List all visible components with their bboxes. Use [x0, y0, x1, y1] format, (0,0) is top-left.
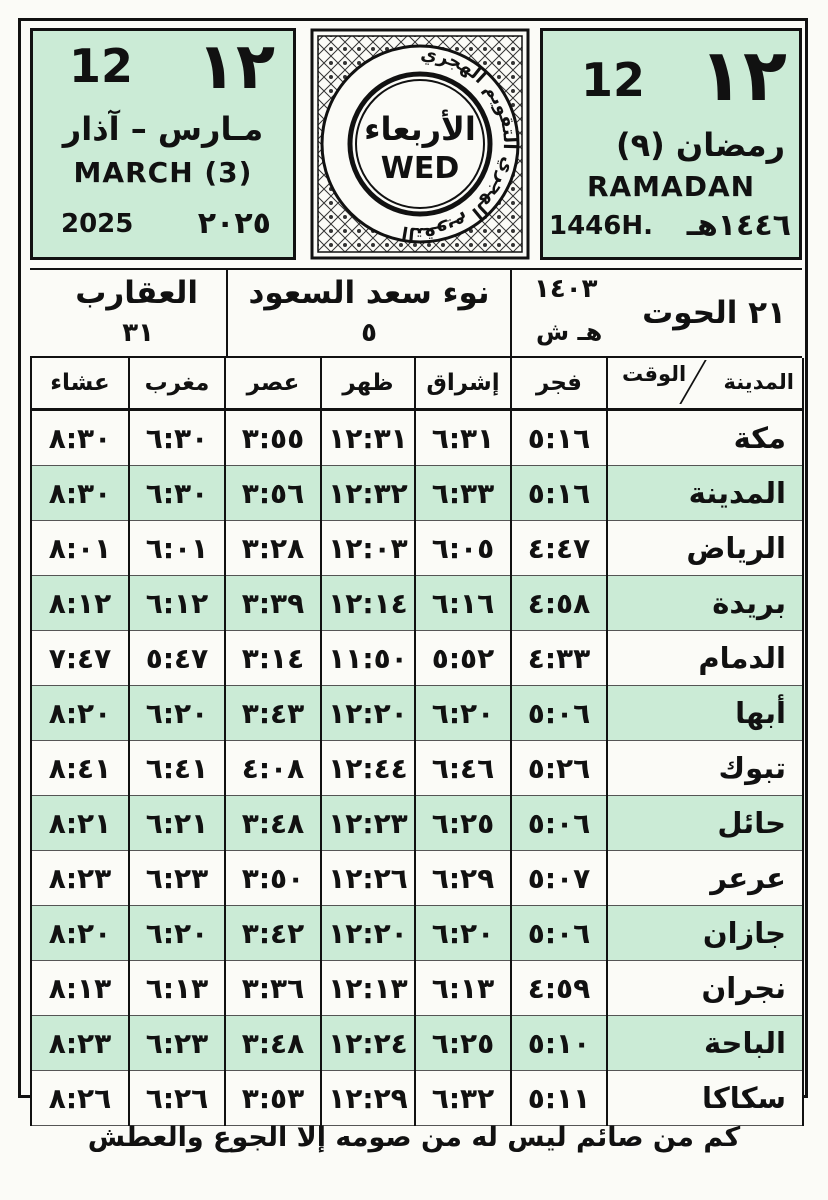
- hijri-date-box: [540, 28, 802, 260]
- fajr-time: ٥:٠٦: [511, 686, 607, 741]
- asr-time: ٣:١٤: [225, 631, 321, 686]
- header-isha: عشاء: [31, 358, 129, 410]
- solar-year-unit: هـ ش: [536, 318, 603, 346]
- city-name: مكة: [607, 410, 803, 466]
- zodiac-cell: [512, 270, 802, 356]
- shuruq-time: ٦:٠٥: [415, 521, 511, 576]
- city-name: نجران: [607, 961, 803, 1016]
- asr-time: ٣:٥٠: [225, 851, 321, 906]
- dhuhr-time: ١٢:١٣: [321, 961, 415, 1016]
- city-name: سكاكا: [607, 1071, 803, 1126]
- shuruq-time: ٦:٢٠: [415, 906, 511, 961]
- gregorian-year-ar: ٢٠٢٥: [197, 206, 271, 241]
- dhuhr-time: ١٢:٢٠: [321, 906, 415, 961]
- table-header-row: [31, 358, 803, 410]
- hijri-month-en: RAMADAN: [586, 170, 756, 203]
- fajr-time: ٥:٠٦: [511, 796, 607, 851]
- fajr-time: ٥:٠٦: [511, 906, 607, 961]
- seal-ring-text: التقويم الهجري التقويم الهجري: [400, 43, 520, 245]
- naw-name: نوء سعد السعود: [248, 275, 490, 311]
- isha-time: ٨:٣٠: [31, 410, 129, 466]
- maghrib-time: ٦:٤١: [129, 741, 225, 796]
- gregorian-day-ar: ١٢: [196, 30, 275, 104]
- fajr-time: ٤:٥٨: [511, 576, 607, 631]
- header-asr: عصر: [225, 358, 321, 410]
- isha-time: ٨:٤١: [31, 741, 129, 796]
- maghrib-time: ٦:٢٠: [129, 906, 225, 961]
- dhuhr-time: ١٢:١٤: [321, 576, 415, 631]
- header-dhuhr: ظهر: [321, 358, 415, 410]
- shuruq-time: ٦:٣٣: [415, 466, 511, 521]
- asr-time: ٣:٣٦: [225, 961, 321, 1016]
- shuruq-time: ٥:٥٢: [415, 631, 511, 686]
- shuruq-time: ٦:٤٦: [415, 741, 511, 796]
- header-shuruq: إشراق: [415, 358, 511, 410]
- hijri-year-ar: ١٤٤٦هـ: [686, 208, 791, 243]
- astronomical-info-strip: [30, 268, 802, 358]
- star-number: ٣١: [122, 318, 154, 348]
- table-row: [31, 1071, 803, 1126]
- dhuhr-time: ١٢:٢٣: [321, 796, 415, 851]
- shuruq-time: ٦:١٦: [415, 576, 511, 631]
- dhuhr-time: ١١:٥٠: [321, 631, 415, 686]
- dhuhr-time: ١٢:٣٢: [321, 466, 415, 521]
- city-name: حائل: [607, 796, 803, 851]
- maghrib-time: ٥:٤٧: [129, 631, 225, 686]
- table-row: [31, 466, 803, 521]
- corner-header: [607, 358, 803, 410]
- isha-time: ٨:٢٠: [31, 686, 129, 741]
- city-name: جازان: [607, 906, 803, 961]
- dhuhr-time: ١٢:٢٦: [321, 851, 415, 906]
- prayer-times-table: [30, 358, 804, 1126]
- asr-time: ٣:٤٨: [225, 1016, 321, 1071]
- maghrib-time: ٦:١٣: [129, 961, 225, 1016]
- gregorian-year-en: 2025: [61, 209, 134, 239]
- seal-day-ar: الأربعاء: [364, 110, 476, 148]
- star-cell: [30, 270, 226, 356]
- fajr-time: ٥:١٦: [511, 466, 607, 521]
- shuruq-time: ٦:٣٢: [415, 1071, 511, 1126]
- solar-year: ١٤٠٣: [534, 274, 598, 304]
- shuruq-time: ٦:٢٠: [415, 686, 511, 741]
- maghrib-time: ٦:٢٣: [129, 851, 225, 906]
- star-name: العقارب: [75, 275, 198, 311]
- table-row: [31, 631, 803, 686]
- shuruq-time: ٦:١٣: [415, 961, 511, 1016]
- isha-time: ٨:٢٣: [31, 1016, 129, 1071]
- shuruq-time: ٦:٣١: [415, 410, 511, 466]
- gregorian-month-en: MARCH (3): [73, 156, 253, 189]
- maghrib-time: ٦:٢١: [129, 796, 225, 851]
- city-name: الباحة: [607, 1016, 803, 1071]
- dhuhr-time: ١٢:٤٤: [321, 741, 415, 796]
- asr-time: ٣:٤٢: [225, 906, 321, 961]
- isha-time: ٨:٣٠: [31, 466, 129, 521]
- asr-time: ٣:٤٣: [225, 686, 321, 741]
- maghrib-time: ٦:١٢: [129, 576, 225, 631]
- header-maghrib: مغرب: [129, 358, 225, 410]
- fajr-time: ٥:١١: [511, 1071, 607, 1126]
- isha-time: ٧:٤٧: [31, 631, 129, 686]
- header-fajr: فجر: [511, 358, 607, 410]
- table-row: [31, 686, 803, 741]
- fajr-time: ٥:٠٧: [511, 851, 607, 906]
- maghrib-time: ٦:٣٠: [129, 466, 225, 521]
- naw-number: ٥: [361, 318, 377, 348]
- gregorian-date-box: [30, 28, 296, 260]
- isha-time: ٨:٢١: [31, 796, 129, 851]
- dhuhr-time: ١٢:٢٠: [321, 686, 415, 741]
- seal-day-en: WED: [380, 151, 460, 186]
- weekday-seal: [310, 28, 530, 260]
- dhuhr-time: ١٢:٢٤: [321, 1016, 415, 1071]
- table-row: [31, 410, 803, 466]
- zodiac-date: ٢١ الحوت: [642, 295, 786, 331]
- shuruq-time: ٦:٢٩: [415, 851, 511, 906]
- fajr-time: ٤:٥٩: [511, 961, 607, 1016]
- city-name: تبوك: [607, 741, 803, 796]
- hijri-month-ar: رمضان (٩): [615, 126, 785, 164]
- gregorian-day-en: 12: [69, 39, 134, 93]
- isha-time: ٨:١٣: [31, 961, 129, 1016]
- fajr-time: ٥:٢٦: [511, 741, 607, 796]
- naw-cell: [228, 270, 510, 356]
- table-row: [31, 796, 803, 851]
- city-name: عرعر: [607, 851, 803, 906]
- city-name: المدينة: [607, 466, 803, 521]
- maghrib-time: ٦:٢٣: [129, 1016, 225, 1071]
- hijri-day-en: 12: [581, 53, 646, 107]
- hijri-day-ar: ١٢: [699, 33, 787, 117]
- maghrib-time: ٦:٢٠: [129, 686, 225, 741]
- asr-time: ٣:٤٨: [225, 796, 321, 851]
- asr-time: ٣:٥٥: [225, 410, 321, 466]
- gregorian-month-ar: مـارس – آذار: [62, 110, 264, 148]
- table-row: [31, 521, 803, 576]
- table-row: [31, 576, 803, 631]
- corner-slash: [679, 360, 728, 404]
- fajr-time: ٥:١٠: [511, 1016, 607, 1071]
- shuruq-time: ٦:٢٥: [415, 1016, 511, 1071]
- corner-time-label: الوقت: [622, 362, 687, 386]
- shuruq-time: ٦:٢٥: [415, 796, 511, 851]
- city-name: بريدة: [607, 576, 803, 631]
- table-row: [31, 906, 803, 961]
- city-name: الرياض: [607, 521, 803, 576]
- corner-city-label: المدينة: [723, 370, 794, 394]
- asr-time: ٣:٢٨: [225, 521, 321, 576]
- city-name: الدمام: [607, 631, 803, 686]
- dhuhr-time: ١٢:٣١: [321, 410, 415, 466]
- isha-time: ٨:٠١: [31, 521, 129, 576]
- isha-time: ٨:١٢: [31, 576, 129, 631]
- isha-time: ٨:٢٠: [31, 906, 129, 961]
- seal-emblem: [310, 28, 530, 260]
- asr-time: ٣:٣٩: [225, 576, 321, 631]
- isha-time: ٨:٢٣: [31, 851, 129, 906]
- hijri-year-en: 1446H.: [549, 211, 653, 241]
- dhuhr-time: ١٢:٢٩: [321, 1071, 415, 1126]
- dhuhr-time: ١٢:٠٣: [321, 521, 415, 576]
- fajr-time: ٥:١٦: [511, 410, 607, 466]
- asr-time: ٤:٠٨: [225, 741, 321, 796]
- asr-time: ٣:٥٣: [225, 1071, 321, 1126]
- footer-quote: كم من صائم ليس له من صومه إلا الجوع والعطش: [87, 1122, 741, 1153]
- fajr-time: ٤:٣٣: [511, 631, 607, 686]
- table-row: [31, 741, 803, 796]
- maghrib-time: ٦:٣٠: [129, 410, 225, 466]
- fajr-time: ٤:٤٧: [511, 521, 607, 576]
- table-row: [31, 961, 803, 1016]
- city-name: أبها: [607, 686, 803, 741]
- table-row: [31, 851, 803, 906]
- table-row: [31, 1016, 803, 1071]
- asr-time: ٣:٥٦: [225, 466, 321, 521]
- maghrib-time: ٦:٢٦: [129, 1071, 225, 1126]
- isha-time: ٨:٢٦: [31, 1071, 129, 1126]
- maghrib-time: ٦:٠١: [129, 521, 225, 576]
